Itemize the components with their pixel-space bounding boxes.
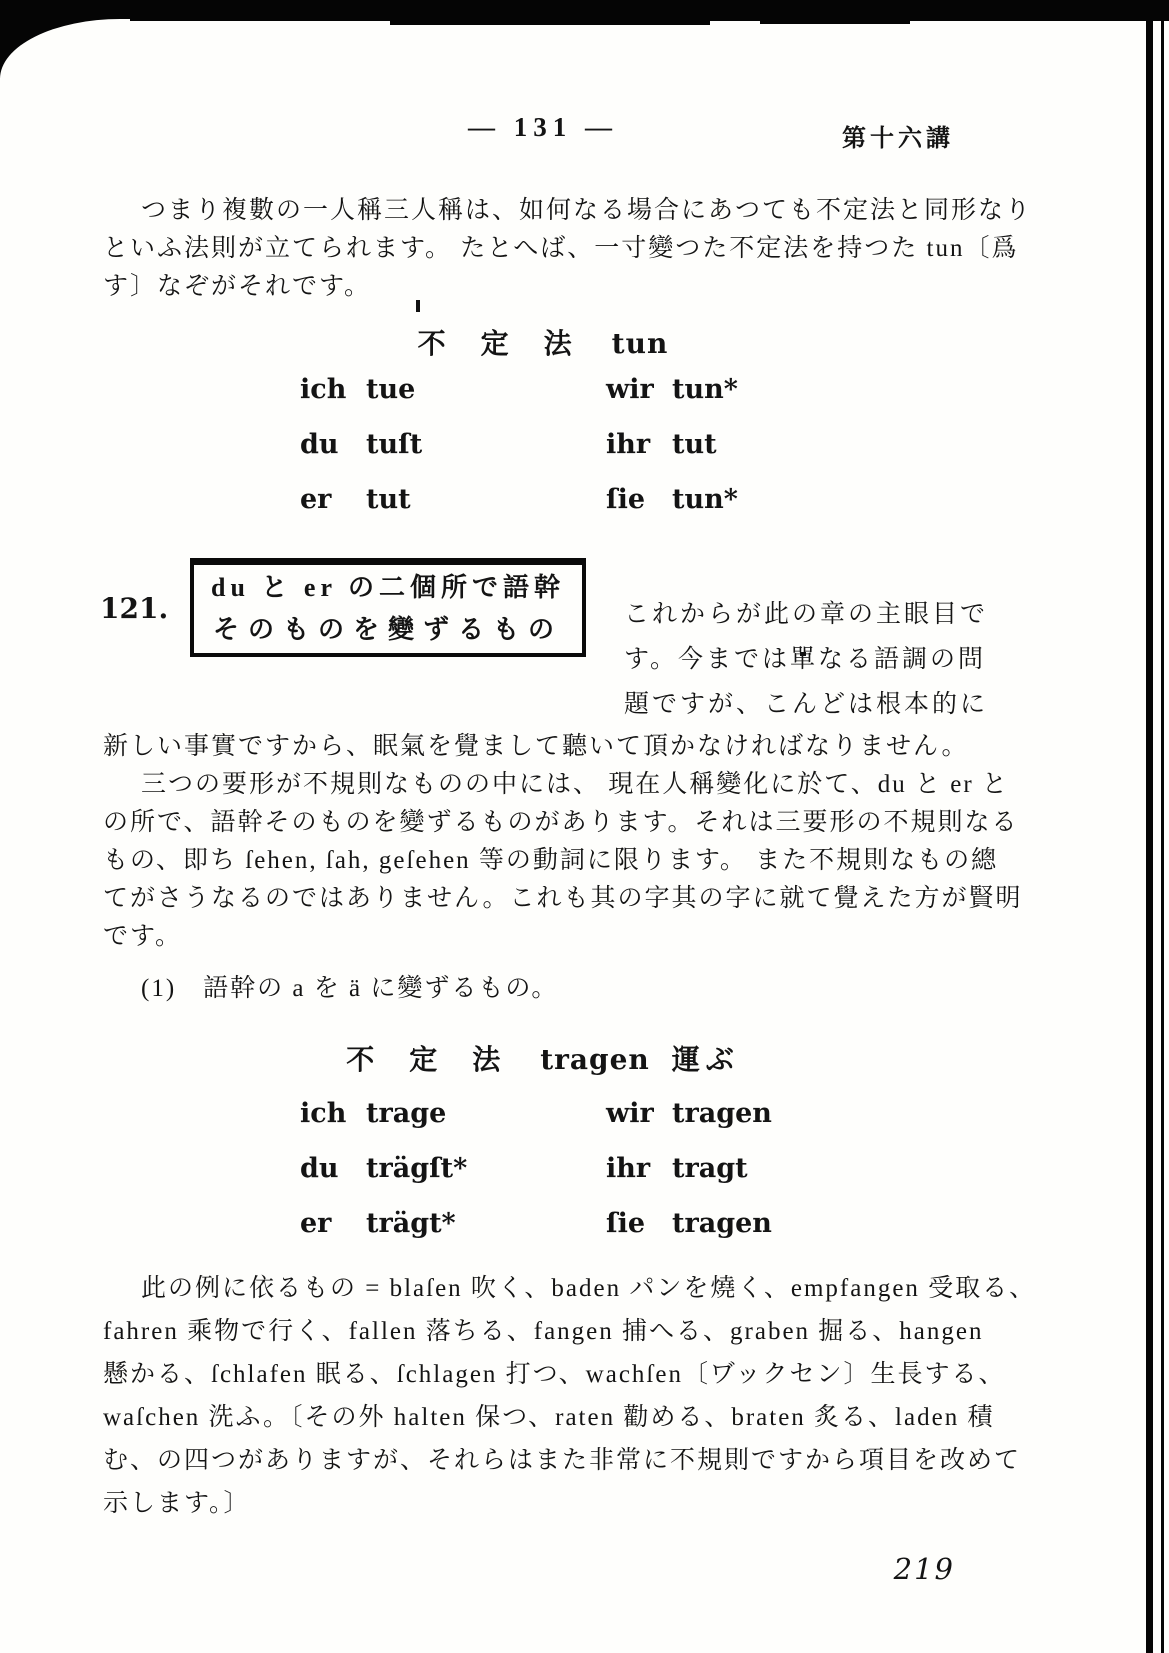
verb-form: tuſt <box>366 429 423 460</box>
pronoun: er <box>300 1208 332 1239</box>
scan-binding-line <box>1146 0 1153 1653</box>
table-row <box>300 1098 980 1153</box>
examples-line: む、の四つがありますが、それらはまた非常に不規則ですから項目を改めて <box>103 1447 1022 1474</box>
table-row <box>300 484 980 539</box>
verb-form: tragen <box>672 1208 772 1239</box>
intro-line: つまり複數の一人稱三人稱は、如何なる場合にあつても不定法と同形なり <box>141 197 1033 224</box>
verb-form: tut <box>366 484 411 515</box>
scan-top-edge-artifact <box>390 21 710 25</box>
examples-line: 懸かる、ſchlafen 眠る、ſchlagen 打つ、wachſen〔ヷックセン〕生長する、 <box>103 1361 1006 1388</box>
scan-speck <box>416 300 420 312</box>
page-number-footer: 219 <box>893 1552 955 1586</box>
body-line: 三つの要形が不規則なものの中には、 現在人稱變化に於て、du と er と <box>141 771 1009 798</box>
examples-line: 此の例に依るもの = blaſen 吹く、baden パンを燒く、empfangen 受取る、 <box>141 1275 1037 1302</box>
pronoun: er <box>300 484 332 515</box>
conjugation-heading-tragen <box>103 1038 983 1078</box>
pronoun: ich <box>300 1098 347 1129</box>
pronoun: ich <box>300 374 347 405</box>
pronoun: wir <box>606 374 654 405</box>
table-row <box>300 1208 980 1263</box>
verb-form: tun* <box>672 374 738 405</box>
examples-line: fahren 乘物で行く、fallen 落ちる、fangen 捕へる、graben 掘る、hangen <box>103 1318 984 1345</box>
pronoun: ſie <box>606 484 646 515</box>
intro-line: といふ法則が立てられます。 たとへば、一寸變つた不定法を持つた tun〔爲 <box>103 235 1019 262</box>
pronoun: wir <box>606 1098 654 1129</box>
conjugation-table-tun <box>300 374 980 539</box>
body-line: 新しい事實ですから、眠氣を覺まして聽いて頂かなければなりません。 <box>103 733 969 760</box>
section-title-line: そのものを變ずるもの <box>212 615 563 644</box>
section-number: 121. <box>100 592 169 625</box>
verb-form: trägt* <box>366 1208 456 1239</box>
verb-tun: tun <box>611 327 669 360</box>
verb-form: tragt <box>672 1153 748 1184</box>
scan-top-edge-artifact <box>0 0 1169 21</box>
verb-gloss: 運ぶ <box>671 1045 740 1076</box>
infinitive-label: 不 定 法 <box>346 1045 515 1076</box>
section-side-line: 題ですが、こんどは根本的に <box>624 691 989 718</box>
pronoun: ihr <box>606 1153 651 1184</box>
body-line: の所で、語幹そのものを變ずるものがあります。それは三要形の不規則なる <box>103 809 1019 836</box>
verb-form: tue <box>366 374 416 405</box>
section-side-line: これからが此の章の主眼目で <box>624 601 989 628</box>
conjugation-heading-tun <box>103 322 983 362</box>
examples-line: 示します。〕 <box>103 1490 251 1517</box>
intro-line: す〕なぞがそれです。 <box>103 273 372 300</box>
verb-tragen: tragen <box>540 1043 650 1076</box>
pronoun: ihr <box>606 429 651 460</box>
table-row <box>300 374 980 429</box>
examples-line: waſchen 洗ふ。〔その外 halten 保つ、raten 勸める、braten 炙る、laden 積 <box>103 1404 995 1431</box>
verb-form: tut <box>672 429 717 460</box>
verb-form: trägſt* <box>366 1153 468 1184</box>
lecture-label: 第十六講 <box>842 126 954 152</box>
body-line: てがさうなるのではありません。これも其の字其の字に就て覺えた方が賢明 <box>103 885 1023 912</box>
table-row <box>300 429 980 484</box>
pronoun: ſie <box>606 1208 646 1239</box>
pronoun: du <box>300 1153 339 1184</box>
table-row <box>300 1153 980 1208</box>
scan-binding-line <box>1161 0 1164 1653</box>
verb-form: trage <box>366 1098 447 1129</box>
body-line: もの、即ち ſehen, ſah, geſehen 等の動詞に限ります。 また不規則なもの總 <box>103 847 999 874</box>
section-title-line: du と er の二個所で語幹 <box>210 573 566 602</box>
infinitive-label: 不 定 法 <box>417 329 586 360</box>
section-side-line: す。今までは單なる語調の問 <box>624 646 987 673</box>
page-number-header: — 131 — <box>468 112 618 142</box>
scan-top-edge-artifact <box>760 21 910 24</box>
conjugation-table-tragen <box>300 1098 980 1263</box>
section-title-box <box>190 558 586 657</box>
verb-form: tragen <box>672 1098 772 1129</box>
pronoun: du <box>300 429 339 460</box>
body-line: です。 <box>103 923 183 950</box>
verb-form: tun* <box>672 484 738 515</box>
list-item-1: (1) 語幹の a を ä に變ずるもの。 <box>141 975 559 1002</box>
